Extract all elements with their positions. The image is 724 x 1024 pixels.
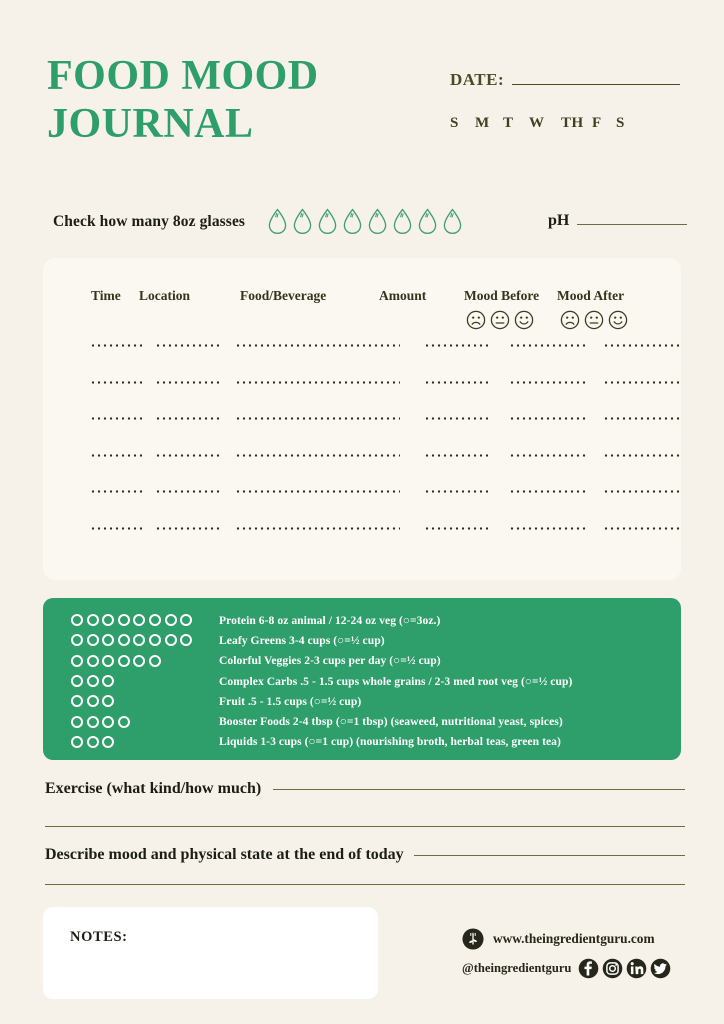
title-line-1: FOOD MOOD xyxy=(47,53,319,99)
dotted-line xyxy=(509,381,587,384)
serving-checkbox[interactable] xyxy=(87,634,99,646)
dotted-line xyxy=(603,490,681,493)
dotted-line xyxy=(424,527,491,530)
entry-field-mood-after[interactable] xyxy=(603,454,681,456)
dotted-line xyxy=(603,381,681,384)
dotted-line xyxy=(235,527,400,530)
guide-row xyxy=(43,651,681,671)
day-friday[interactable]: F xyxy=(592,115,602,131)
entry-field-amount[interactable] xyxy=(424,490,491,492)
serving-checkboxes[interactable] xyxy=(71,716,219,728)
dotted-line xyxy=(235,417,400,420)
serving-checkbox[interactable] xyxy=(165,634,177,646)
day-sunday[interactable]: S xyxy=(450,115,459,131)
date-label: DATE: xyxy=(450,70,505,89)
table-body xyxy=(43,336,681,555)
serving-checkbox[interactable] xyxy=(102,675,114,687)
day-of-week-selector[interactable] xyxy=(450,115,630,132)
dotted-line xyxy=(235,490,400,493)
serving-checkbox[interactable] xyxy=(87,716,99,728)
serving-checkbox[interactable] xyxy=(149,614,161,626)
column-header-food: Food/Beverage xyxy=(240,288,327,303)
mood-after-face-options[interactable] xyxy=(560,310,628,330)
dotted-line xyxy=(155,527,221,530)
entry-field-mood-before[interactable] xyxy=(509,344,587,346)
date-input-line[interactable] xyxy=(512,84,680,85)
ingredient-guru-logo-icon xyxy=(462,928,484,950)
exercise-label: Exercise (what kind/how much) xyxy=(45,780,262,797)
guide-row xyxy=(43,671,681,691)
date-field[interactable] xyxy=(450,70,680,90)
guide-row xyxy=(43,630,681,650)
entry-field-amount[interactable] xyxy=(424,454,491,456)
page-title xyxy=(47,52,427,148)
serving-checkbox[interactable] xyxy=(180,614,192,626)
dotted-line xyxy=(424,417,491,420)
serving-checkbox[interactable] xyxy=(71,716,83,728)
footer-branding xyxy=(462,928,692,979)
mood-before-face-options[interactable] xyxy=(466,310,534,330)
serving-checkbox[interactable] xyxy=(71,614,83,626)
water-glass-checkbox[interactable] xyxy=(317,208,338,235)
dotted-line xyxy=(424,454,491,457)
neutral-face-icon[interactable] xyxy=(490,310,510,330)
dotted-line xyxy=(509,490,587,493)
serving-checkbox[interactable] xyxy=(102,736,114,748)
serving-checkbox[interactable] xyxy=(71,634,83,646)
serving-checkbox[interactable] xyxy=(102,655,114,667)
day-monday[interactable]: M xyxy=(475,115,490,131)
table-row xyxy=(43,409,681,446)
serving-checkbox[interactable] xyxy=(102,614,114,626)
page-header xyxy=(0,0,724,190)
water-glass-checkboxes[interactable] xyxy=(267,208,463,235)
serving-checkbox[interactable] xyxy=(133,634,145,646)
dotted-line xyxy=(90,344,142,347)
entry-field-time[interactable] xyxy=(90,490,142,492)
dotted-line xyxy=(424,381,491,384)
dotted-line xyxy=(509,344,587,347)
guide-row xyxy=(43,732,681,752)
dotted-line xyxy=(509,454,587,457)
dotted-line xyxy=(509,417,587,420)
entry-field-mood-after[interactable] xyxy=(603,381,681,383)
exercise-input-line-2[interactable] xyxy=(45,826,685,827)
website-url[interactable]: www.theingredientguru.com xyxy=(493,931,655,946)
water-glass-checkbox[interactable] xyxy=(267,208,288,235)
water-glass-checkbox[interactable] xyxy=(442,208,463,235)
dotted-line xyxy=(509,527,587,530)
serving-checkbox[interactable] xyxy=(87,736,99,748)
ph-label: pH xyxy=(548,212,570,229)
dotted-line xyxy=(603,527,681,530)
social-handle[interactable]: @theingredientguru xyxy=(462,961,572,975)
entry-field-time[interactable] xyxy=(90,381,142,383)
instagram-icon[interactable] xyxy=(602,958,623,979)
exercise-section xyxy=(45,780,685,827)
water-tracker-label: Check how many 8oz glasses xyxy=(53,212,246,230)
entry-field-food[interactable] xyxy=(235,417,400,419)
serving-checkboxes[interactable] xyxy=(71,614,219,626)
twitter-icon[interactable] xyxy=(650,958,671,979)
serving-checkboxes[interactable] xyxy=(71,675,219,687)
dotted-line xyxy=(90,454,142,457)
dotted-line xyxy=(603,344,681,347)
entry-field-food[interactable] xyxy=(235,454,400,456)
guide-row-label: Liquids 1-3 cups (○=1 cup) (nourishing broth, herbal teas, green tea) xyxy=(219,735,561,749)
guide-row xyxy=(43,691,681,711)
guide-row-label: Fruit .5 - 1.5 cups (○=½ cup) xyxy=(219,694,362,708)
serving-checkbox[interactable] xyxy=(149,655,161,667)
entry-field-location[interactable] xyxy=(155,527,221,529)
serving-checkbox[interactable] xyxy=(87,655,99,667)
title-line-2: JOURNAL xyxy=(47,101,254,147)
water-glass-checkbox[interactable] xyxy=(367,208,388,235)
serving-checkbox[interactable] xyxy=(118,614,130,626)
food-log-table xyxy=(43,258,681,580)
mood-label: Describe mood and physical state at the end of today xyxy=(45,846,404,863)
sad-face-icon[interactable] xyxy=(466,310,486,330)
entry-field-food[interactable] xyxy=(235,344,400,346)
guide-row-label: Protein 6-8 oz animal / 12-24 oz veg (○=3oz.) xyxy=(219,613,441,627)
column-header-mood-before: Mood Before xyxy=(464,288,540,303)
dotted-line xyxy=(235,454,400,457)
water-glass-checkbox[interactable] xyxy=(342,208,363,235)
entry-field-amount[interactable] xyxy=(424,417,491,419)
dotted-line xyxy=(155,417,221,420)
table-row xyxy=(43,446,681,483)
serving-checkbox[interactable] xyxy=(118,716,130,728)
dotted-line xyxy=(155,454,221,457)
serving-checkboxes[interactable] xyxy=(71,736,219,748)
entry-field-amount[interactable] xyxy=(424,344,491,346)
dotted-line xyxy=(235,344,400,347)
dotted-line xyxy=(603,454,681,457)
ph-input-line[interactable] xyxy=(577,224,687,225)
serving-checkbox[interactable] xyxy=(165,614,177,626)
facebook-icon[interactable] xyxy=(578,958,599,979)
column-header-time: Time xyxy=(91,288,121,303)
serving-checkbox[interactable] xyxy=(180,634,192,646)
serving-checkboxes[interactable] xyxy=(71,695,219,707)
guide-row xyxy=(43,610,681,630)
serving-checkbox[interactable] xyxy=(102,716,114,728)
dotted-line xyxy=(155,490,221,493)
entry-field-location[interactable] xyxy=(155,417,221,419)
mood-input-line-1[interactable] xyxy=(414,855,685,856)
dotted-line xyxy=(424,344,491,347)
happy-face-icon[interactable] xyxy=(514,310,534,330)
entry-field-location[interactable] xyxy=(155,344,221,346)
serving-checkbox[interactable] xyxy=(87,614,99,626)
column-header-amount: Amount xyxy=(379,288,427,303)
mood-input-line-2[interactable] xyxy=(45,884,685,885)
guide-row-label: Colorful Veggies 2-3 cups per day (○=½ cup) xyxy=(219,654,441,668)
entry-field-food[interactable] xyxy=(235,527,400,529)
serving-checkboxes[interactable] xyxy=(71,655,219,667)
entry-field-mood-after[interactable] xyxy=(603,527,681,529)
linkedin-icon[interactable] xyxy=(626,958,647,979)
dotted-line xyxy=(235,381,400,384)
guide-row-label: Leafy Greens 3-4 cups (○=½ cup) xyxy=(219,633,385,647)
entry-field-mood-after[interactable] xyxy=(603,344,681,346)
daily-food-guide-box xyxy=(43,598,681,760)
water-glass-checkbox[interactable] xyxy=(292,208,313,235)
day-saturday[interactable]: S xyxy=(616,115,625,131)
serving-checkbox[interactable] xyxy=(87,675,99,687)
dotted-line xyxy=(603,417,681,420)
guide-row xyxy=(43,711,681,731)
dotted-line xyxy=(90,527,142,530)
dotted-line xyxy=(90,417,142,420)
guide-row-label: Booster Foods 2-4 tbsp (○=1 tbsp) (seaweed, nutritional yeast, spices) xyxy=(219,715,563,729)
entry-field-location[interactable] xyxy=(155,490,221,492)
day-wednesday[interactable]: W xyxy=(529,115,545,131)
serving-checkbox[interactable] xyxy=(102,634,114,646)
entry-field-time[interactable] xyxy=(90,344,142,346)
table-row xyxy=(43,373,681,410)
day-thursday[interactable]: TH xyxy=(561,115,584,131)
water-glass-checkbox[interactable] xyxy=(417,208,438,235)
serving-checkbox[interactable] xyxy=(87,695,99,707)
entry-field-mood-after[interactable] xyxy=(603,417,681,419)
serving-checkbox[interactable] xyxy=(118,634,130,646)
dotted-line xyxy=(155,381,221,384)
serving-checkbox[interactable] xyxy=(133,614,145,626)
entry-field-mood-before[interactable] xyxy=(509,454,587,456)
happy-face-icon[interactable] xyxy=(608,310,628,330)
dotted-line xyxy=(90,381,142,384)
neutral-face-icon[interactable] xyxy=(584,310,604,330)
notes-label: NOTES: xyxy=(70,929,128,945)
guide-row-label: Complex Carbs .5 - 1.5 cups whole grains / 2-3 med root veg (○=½ cup) xyxy=(219,674,573,688)
water-tracker xyxy=(53,208,463,235)
serving-checkbox[interactable] xyxy=(71,655,83,667)
serving-checkbox[interactable] xyxy=(133,655,145,667)
table-row xyxy=(43,336,681,373)
entry-field-mood-before[interactable] xyxy=(509,381,587,383)
entry-field-mood-before[interactable] xyxy=(509,527,587,529)
entry-field-mood-before[interactable] xyxy=(509,490,587,492)
serving-checkbox[interactable] xyxy=(118,655,130,667)
sad-face-icon[interactable] xyxy=(560,310,580,330)
column-header-mood-after: Mood After xyxy=(557,288,625,303)
serving-checkbox[interactable] xyxy=(71,736,83,748)
entry-field-location[interactable] xyxy=(155,381,221,383)
entry-field-time[interactable] xyxy=(90,417,142,419)
exercise-input-line-1[interactable] xyxy=(273,789,685,790)
entry-field-amount[interactable] xyxy=(424,381,491,383)
entry-field-mood-after[interactable] xyxy=(603,490,681,492)
entry-field-amount[interactable] xyxy=(424,527,491,529)
social-links[interactable] xyxy=(578,958,671,979)
serving-checkbox[interactable] xyxy=(71,695,83,707)
notes-box[interactable] xyxy=(43,907,378,999)
dotted-line xyxy=(155,344,221,347)
entry-field-mood-before[interactable] xyxy=(509,417,587,419)
day-tuesday[interactable]: T xyxy=(503,115,514,131)
entry-field-location[interactable] xyxy=(155,454,221,456)
serving-checkboxes[interactable] xyxy=(71,634,219,646)
serving-checkbox[interactable] xyxy=(71,675,83,687)
table-row xyxy=(43,482,681,519)
table-header-row xyxy=(43,258,681,303)
column-header-location: Location xyxy=(139,288,191,303)
entry-field-food[interactable] xyxy=(235,490,400,492)
entry-field-time[interactable] xyxy=(90,527,142,529)
serving-checkbox[interactable] xyxy=(149,634,161,646)
end-of-day-mood-section xyxy=(45,846,685,864)
entry-field-food[interactable] xyxy=(235,381,400,383)
entry-field-time[interactable] xyxy=(90,454,142,456)
dotted-line xyxy=(424,490,491,493)
water-glass-checkbox[interactable] xyxy=(392,208,413,235)
ph-field[interactable] xyxy=(548,212,687,230)
table-row xyxy=(43,519,681,556)
serving-checkbox[interactable] xyxy=(102,695,114,707)
dotted-line xyxy=(90,490,142,493)
